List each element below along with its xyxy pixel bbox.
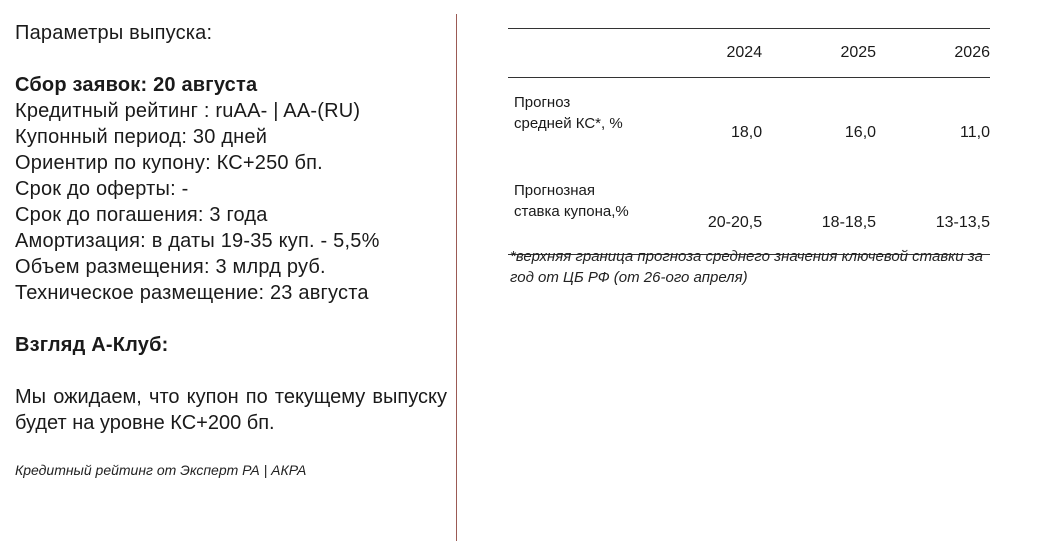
table-corner-cell [508, 29, 679, 78]
collection-date: Сбор заявок: 20 августа [15, 74, 258, 96]
param-amortization: Амортизация: в даты 19-35 куп. - 5,5% [15, 230, 380, 252]
spacer [15, 46, 447, 72]
table-header-row [508, 29, 990, 78]
table-cell: 20-20,5 [707, 214, 763, 231]
param-maturity: Срок до погашения: 3 года [15, 204, 268, 226]
param-offer-term: Срок до оферты: - [15, 178, 189, 200]
year-header: 2024 [679, 29, 762, 78]
param-coupon-guidance: Ориентир по купону: КС+250 бп. [15, 152, 323, 174]
vertical-divider [456, 14, 457, 541]
param-placement-volume: Объем размещения: 3 млрд руб. [15, 256, 326, 278]
year-header: 2025 [762, 29, 876, 78]
row-label-line: ставка купона,% [514, 203, 629, 220]
issue-parameters-block [15, 20, 447, 436]
table-cell: 18,0 [730, 124, 763, 141]
spacer [15, 306, 447, 332]
year-header: 2026 [876, 29, 990, 78]
rating-source-note: Кредитный рейтинг от Эксперт РА | АКРА [15, 462, 307, 478]
table-row [508, 148, 990, 255]
table-footnote: *верхняя граница прогноза среднего значения ключевой ставки за год от ЦБ РФ (от 26-ого апреля) [510, 248, 983, 286]
view-text: Мы ожидаем, что купон по текущему выпуску будет на уровне КС+200 бп. [15, 386, 447, 434]
view-title: Взгляд А-Клуб: [15, 334, 169, 356]
table-row [508, 78, 990, 149]
parameters-header: Параметры выпуска: [15, 22, 213, 44]
table-cell: 13-13,5 [935, 214, 990, 231]
param-technical-placement: Техническое размещение: 23 августа [15, 282, 369, 304]
param-coupon-period: Купонный период: 30 дней [15, 126, 268, 148]
table-cell: 11,0 [960, 124, 990, 141]
row-label [508, 148, 679, 255]
table-cell: 18-18,5 [821, 214, 877, 231]
row-label-line: средней КС*, % [514, 115, 623, 132]
row-label [508, 78, 679, 149]
spacer [15, 358, 447, 384]
table-cell: 16,0 [844, 124, 877, 141]
param-credit-rating: Кредитный рейтинг : ruAA- | AA-(RU) [15, 100, 361, 122]
forecast-table-block [508, 28, 990, 255]
forecast-table [508, 28, 990, 255]
row-label-line: Прогнозная [514, 182, 596, 199]
row-label-line: Прогноз [514, 94, 571, 111]
